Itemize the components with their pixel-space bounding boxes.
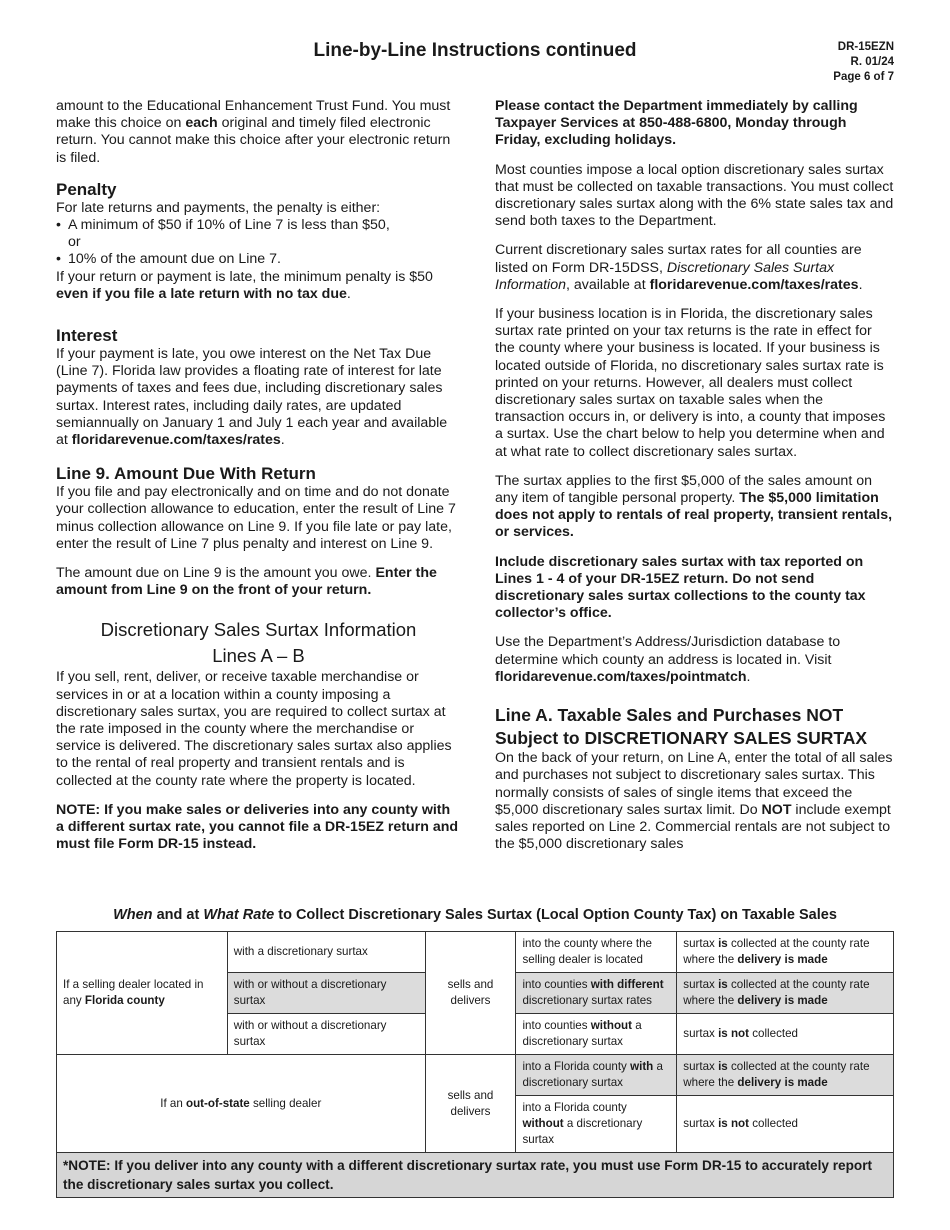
business-location: If your business location is in Florida, the discretionary sales surtax rate printed on your tax returns is the rate in effect for the county where your business is located. If your business is located outside of Florida, no discretionary sales surtax rate is printed on your returns. However, all dealers must collect discretionary sales surtax on taxable sales when the transaction occurs in, or delivery is into, a county that imposes a surtax. Use the chart below to help you determine when and at what rate to collect discretionary sales surtax. xyxy=(495,306,886,460)
chart-title: When and at What Rate to Collect Discretionary Sales Surtax (Local Option County Tax) on Taxable Sales xyxy=(113,907,837,923)
florida-dealer-cell: If a selling dealer located in any Florida county xyxy=(57,932,228,1055)
delivery-cell: into a Florida county with a discretionary surtax xyxy=(516,1055,677,1096)
line9-paragraph: If you file and pay electronically and on time and do not donate your collection allowance to education, enter the result of Line 7 minus collection allowance on Line 9. If you file late or pay late, enter the result of Line 7 plus penalty and interest on Line 9. xyxy=(56,484,456,552)
table-row xyxy=(57,932,894,973)
intro-paragraph: amount to the Educational Enhancement Trust Fund. You must make this choice on each original and timely filed electronic return. You cannot make this choice after your electronic return is filed. xyxy=(56,98,451,166)
dss-paragraph: If you sell, rent, deliver, or receive taxable merchandise or services in or at a location within a county imposing a discretionary sales surtax, you are required to collect surtax at the rate imposed in the county where the merchandise or service is delivered. The discretionary sales surtax also applies to the rental of real property and transient rentals and is collected at the county rate where the property is located. xyxy=(56,669,452,789)
surtax-intro: Most counties impose a local option discretionary sales surtax that must be collected on taxable transactions. You must collect discretionary sales surtax along with the 6% state sales tax and send both taxes to the Department. xyxy=(495,161,894,230)
penalty-lead: For late returns and payments, the penalty is either: xyxy=(56,199,381,216)
page-title: Line-by-Line Instructions continued xyxy=(313,40,637,61)
right-column xyxy=(495,98,895,865)
table-note: *NOTE: If you deliver into any county with a different discretionary surtax rate, you must use Form DR-15 to accurately report the discretionary sales surtax you collect. xyxy=(57,1153,894,1198)
penalty-bullet-1: • A minimum of $50 if 10% of Line 7 is less than $50, xyxy=(56,217,461,234)
surtax-include: Include discretionary sales surtax with tax reported on Lines 1 - 4 of your DR-15EZ return. Do not send discretionary sales surtax collections to the county tax collector’s office. xyxy=(495,553,866,622)
form-revision: R. 01/24 xyxy=(850,56,894,68)
delivery-cell: into counties without a discretionary surtax xyxy=(516,1014,677,1055)
line9-heading: Line 9. Amount Due With Return xyxy=(56,464,316,484)
result-cell: surtax is not collected xyxy=(677,1096,894,1153)
jurisdiction-database: Use the Department’s Address/Jurisdiction database to determine which county an address is located in. Visit floridarevenue.com/taxes/pointmatch. xyxy=(495,634,841,685)
sells-delivers-cell: sells and delivers xyxy=(425,932,516,1055)
out-of-state-dealer-cell: If an out-of-state selling dealer xyxy=(57,1055,426,1153)
condition-cell: with or without a discretionary surtax xyxy=(227,973,425,1014)
line9-amount: The amount due on Line 9 is the amount you owe. Enter the amount from Line 9 on the front of your return. xyxy=(56,565,437,599)
delivery-cell: into counties with different discretionary surtax rates xyxy=(516,973,677,1014)
sells-delivers-cell: sells and delivers xyxy=(425,1055,516,1153)
table-row xyxy=(57,1153,894,1198)
surtax-rates: Current discretionary sales surtax rates for all counties are listed on Form DR-15DSS, Discretionary Sales Surtax Information, available at floridarevenue.com/taxes/rates. xyxy=(495,242,863,293)
result-cell: surtax is collected at the county rate where the delivery is made xyxy=(677,932,894,973)
interest-heading: Interest xyxy=(56,326,118,346)
line-a-heading: Line A. Taxable Sales and Purchases NOT Subject to DISCRETIONARY SALES SURTAX xyxy=(495,705,868,749)
condition-cell: with or without a discretionary surtax xyxy=(227,1014,425,1055)
form-identifier xyxy=(833,40,894,85)
interest-paragraph: If your payment is late, you owe interest on the Net Tax Due (Line 7). Florida law provides a floating rate of interest for late payments of taxes and fees due, including discretionary sales surtax. Interest rates, including daily rates, are updated semiannually on January 1 and July 1 each year and available at floridarevenue.com/taxes/rates. xyxy=(56,346,448,449)
penalty-minimum: If your return or payment is late, the minimum penalty is $50 even if you file a late return with no tax due. xyxy=(56,268,433,302)
result-cell: surtax is collected at the county rate where the delivery is made xyxy=(677,1055,894,1096)
form-number: DR-15EZN xyxy=(837,41,894,53)
table-row xyxy=(57,1055,894,1096)
delivery-cell: into the county where the selling dealer is located xyxy=(516,932,677,973)
delivery-cell: into a Florida county without a discretionary surtax xyxy=(516,1096,677,1153)
dss-note: NOTE: If you make sales or deliveries into any county with a different surtax rate, you cannot file a DR-15EZ return and must file Form DR-15 instead. xyxy=(56,801,459,853)
surtax-limit: The surtax applies to the first $5,000 of the sales amount on any item of tangible personal property. The $5,000 limitation does not apply to rentals of real property, transient rentals, or services. xyxy=(495,472,893,541)
dss-heading: Discretionary Sales Surtax Information xyxy=(100,619,417,641)
page-number: Page 6 of 7 xyxy=(833,71,894,83)
penalty-or: or xyxy=(68,234,81,251)
condition-cell: with a discretionary surtax xyxy=(227,932,425,973)
penalty-heading: Penalty xyxy=(56,179,117,199)
left-column xyxy=(56,98,461,866)
penalty-list xyxy=(56,217,461,269)
result-cell: surtax is collected at the county rate where the delivery is made xyxy=(677,973,894,1014)
penalty-bullet-2: • 10% of the amount due on Line 7. xyxy=(56,251,461,268)
result-cell: surtax is not collected xyxy=(677,1014,894,1055)
surtax-rate-table xyxy=(56,931,894,1198)
line-a-paragraph: On the back of your return, on Line A, enter the total of all sales and purchases not subject to discretionary sales surtax. This normally consists of sales of single items that exceed the $5,000 discretionary sales surtax limit. Do NOT include exempt sales reported on Line 2. Commercial rentals are not subject to the $5,000 discretionary sales xyxy=(495,750,893,853)
dss-subheading: Lines A – B xyxy=(212,645,305,667)
contact-paragraph: Please contact the Department immediately by calling Taxpayer Services at 850-488-6800, Monday through Friday, excluding holidays. xyxy=(495,98,858,149)
